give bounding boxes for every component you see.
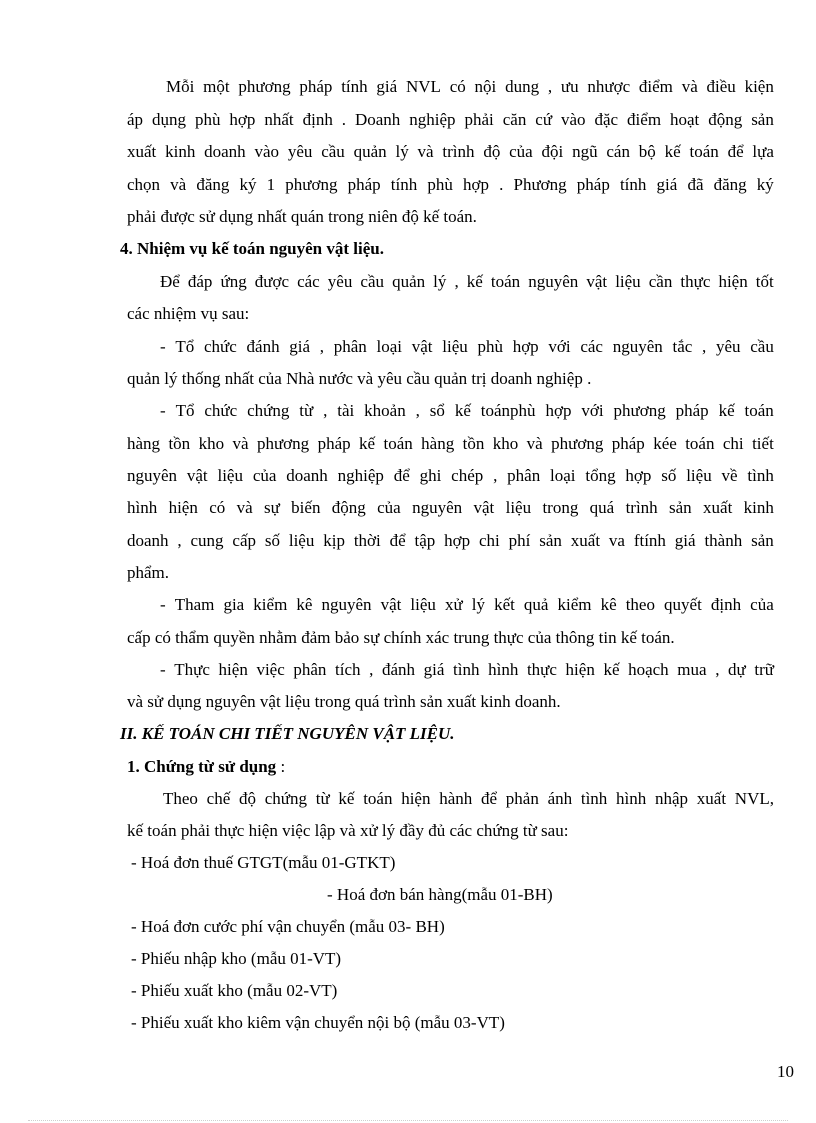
document-list-item: - Hoá đơn bán hàng(mẫu 01-BH) <box>327 885 553 904</box>
document-list-item: - Phiếu nhập kho (mẫu 01-VT) <box>131 949 342 968</box>
document-list-item: - Hoá đơn cước phí vận chuyển (mẫu 03- BH) <box>131 917 445 936</box>
section-heading-4: 4. Nhiệm vụ kế toán nguyên vật liệu. <box>120 239 384 258</box>
task-item: - Tổ chức đánh giá , phân loại vật liệu phù hợp với các nguyên tắc , yêu cầu <box>160 337 774 356</box>
document-list-item: - Phiếu xuất kho (mẫu 02-VT) <box>131 981 338 1000</box>
paragraph-line: các nhiệm vụ sau: <box>127 304 250 323</box>
paragraph-line: Để đáp ứng được các yêu cầu quản lý , kế toán nguyên vật liệu cần thực hiện tốt <box>160 272 774 291</box>
paragraph-line: xuất kinh doanh vào yêu cầu quản lý và trình độ của đội ngũ cán bộ kế toán để lựa <box>127 142 774 161</box>
task-item: cấp có thẩm quyền nhằm đảm bảo sự chính xác trung thực của thông tin kế toán. <box>127 628 675 647</box>
task-item: quản lý thống nhất của Nhà nước và yêu cầu quản trị doanh nghiệp . <box>127 369 592 388</box>
subsection-heading-1 <box>127 757 285 777</box>
subsection-heading-label: 1. Chứng từ sử dụng <box>127 757 277 776</box>
subsection-heading-suffix: : <box>276 757 286 776</box>
paragraph-line: phải được sử dụng nhất quán trong niên độ kế toán. <box>127 207 477 226</box>
task-item: hàng tồn kho và phương pháp kế toán hàng tồn kho và phương pháp kée toán chi tiết <box>127 434 774 453</box>
task-item: hình hiện có và sự biến động của nguyên vật liệu trong quá trình sản xuất kinh <box>127 498 774 517</box>
paragraph-line: áp dụng phù hợp nhất định . Doanh nghiệp phải căn cứ vào đặc điểm hoạt động sản <box>127 110 774 129</box>
paragraph-line: kế toán phải thực hiện việc lập và xử lý đầy đủ các chứng từ sau: <box>127 821 569 840</box>
paragraph-line: Mỗi một phương pháp tính giá NVL có nội dung , ưu nhược điểm và điều kiện <box>166 77 774 96</box>
task-item: - Tổ chức chứng từ , tài khoản , sổ kế toánphù hợp với phương pháp kế toán <box>160 401 774 420</box>
task-item: - Tham gia kiểm kê nguyên vật liệu xử lý kết quả kiểm kê theo quyết định của <box>160 595 774 614</box>
footer-divider <box>28 1120 788 1121</box>
paragraph-line: chọn và đăng ký 1 phương pháp tính phù hợp . Phương pháp tính giá đã đăng ký <box>127 175 774 194</box>
section-heading-ii: II. KẾ TOÁN CHI TIẾT NGUYÊN VẬT LIỆU. <box>120 724 455 743</box>
task-item: - Thực hiện việc phân tích , đánh giá tình hình thực hiện kế hoạch mua , dự trữ <box>160 660 774 679</box>
task-item: phẩm. <box>127 563 170 582</box>
task-item: doanh , cung cấp số liệu kịp thời để tập hợp chi phí sản xuất va ftính giá thành sản <box>127 531 774 550</box>
document-list-item: - Phiếu xuất kho kiêm vận chuyển nội bộ (mẫu 03-VT) <box>131 1013 505 1032</box>
task-item: và sử dụng nguyên vật liệu trong quá trình sản xuất kinh doanh. <box>127 692 561 711</box>
paragraph-line: Theo chế độ chứng từ kế toán hiện hành để phản ánh tình hình nhập xuất NVL, <box>163 789 774 808</box>
page-number: 10 <box>777 1062 794 1081</box>
document-list-item: - Hoá đơn thuế GTGT(mẫu 01-GTKT) <box>131 853 396 872</box>
task-item: nguyên vật liệu của doanh nghiệp để ghi chép , phân loại tổng hợp số liệu về tình <box>127 466 774 485</box>
